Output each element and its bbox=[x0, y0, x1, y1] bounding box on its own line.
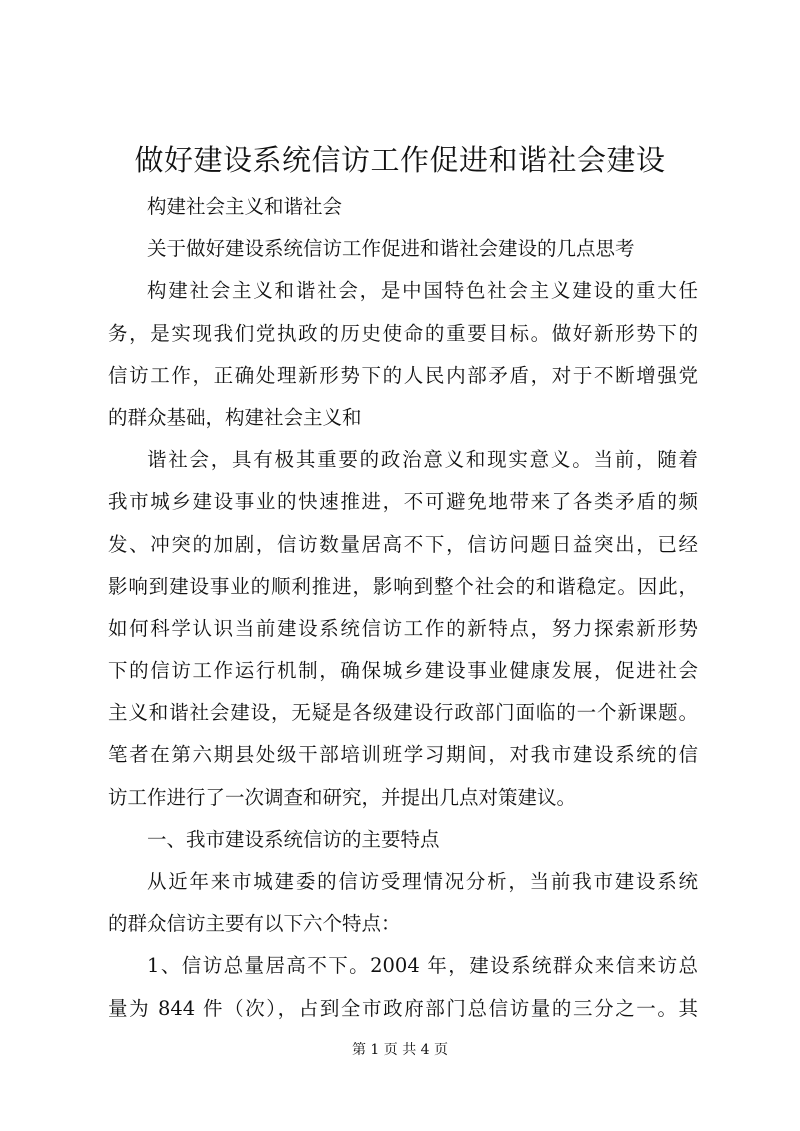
paragraph-line: 量为 844 件（次），占到全市政府部门总信访量的三分之一。其 bbox=[108, 996, 698, 1020]
paragraph-line: 构建社会主义和谐社会 bbox=[147, 195, 343, 218]
page-number-footer: 第 1 页 共 4 页 bbox=[351, 1042, 449, 1058]
paragraph-line: 发、冲突的加剧，信访数量居高不下，信访问题日益突出，已经 bbox=[108, 532, 698, 556]
document-body bbox=[108, 186, 698, 1030]
section-heading: 一、我市建设系统信访的主要特点 bbox=[147, 827, 440, 851]
paragraph-line: 关于做好建设系统信访工作促进和谐社会建设的几点思考 bbox=[147, 237, 635, 261]
document-title: 做好建设系统信访工作促进和谐社会建设 bbox=[134, 143, 666, 177]
paragraph-line: 的群众基础，构建社会主义和 bbox=[108, 405, 362, 429]
paragraph-line: 笔者在第六期县处级干部培训班学习期间，对我市建设系统的信 bbox=[108, 743, 698, 767]
paragraph-line: 影响到建设事业的顺利推进，影响到整个社会的和谐稳定。因此， bbox=[108, 574, 698, 598]
paragraph-line: 务，是实现我们党执政的历史使命的重要目标。做好新形势下的 bbox=[108, 321, 698, 345]
paragraph-line: 下的信访工作运行机制，确保城乡建设事业健康发展，促进社会 bbox=[108, 659, 698, 683]
paragraph-line: 访工作进行了一次调查和研究，并提出几点对策建议。 bbox=[108, 785, 577, 809]
paragraph-line: 主义和谐社会建设，无疑是各级建设行政部门面临的一个新课题。 bbox=[108, 701, 698, 725]
paragraph-line: 1、信访总量居高不下。2004 年，建设系统群众来信来访总 bbox=[147, 954, 698, 978]
paragraph-line: 谐社会，具有极其重要的政治意义和现实意义。当前，随着 bbox=[147, 448, 698, 472]
paragraph-line: 我市城乡建设事业的快速推进，不可避免地带来了各类矛盾的频 bbox=[108, 490, 698, 514]
paragraph-line: 的群众信访主要有以下六个特点： bbox=[108, 912, 401, 936]
paragraph-line: 如何科学认识当前建设系统信访工作的新特点，努力探索新形势 bbox=[108, 616, 698, 640]
paragraph-line: 信访工作，正确处理新形势下的人民内部矛盾，对于不断增强党 bbox=[108, 363, 698, 387]
paragraph-line: 构建社会主义和谐社会，是中国特色社会主义建设的重大任 bbox=[147, 279, 698, 303]
paragraph-line: 从近年来市城建委的信访受理情况分析，当前我市建设系统 bbox=[147, 870, 698, 893]
